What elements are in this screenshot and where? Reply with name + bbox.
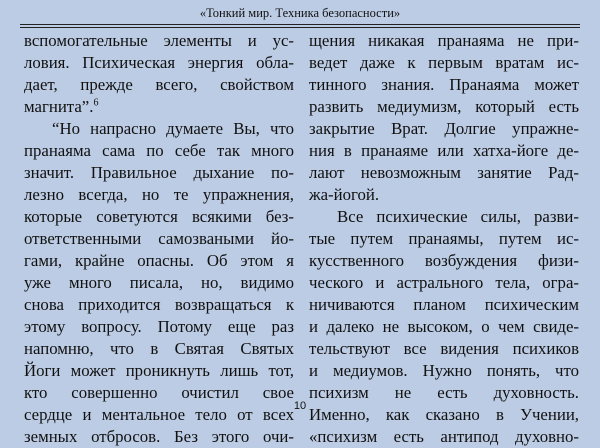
text-line: лезно всегда, но те упражнения, (24, 185, 294, 204)
left-text-column (24, 30, 294, 448)
text-line: ведет даже к первым вратам ис- (309, 53, 579, 72)
text-line: щения никакая пранаяма не при- (309, 31, 579, 50)
paragraph-first-line: “Но напрасно думаете Вы, что (52, 119, 294, 138)
text-line: и далеко не высоком, о чем свиде- (309, 317, 579, 336)
text-line: Именно, как сказано в Учении, (309, 405, 579, 424)
right-text-column (309, 30, 579, 448)
text-line: вспомогательные элементы и ус- (24, 31, 294, 50)
text-line: ловия. Психическая энергия обла- (24, 53, 294, 72)
text-line: кто совершенно очистил свое (24, 383, 294, 402)
paragraph-first-line: Все психические силы, разви- (337, 207, 579, 226)
text-line: земных отбросов. Без этого очи- (24, 427, 294, 446)
text-line: Йоги может проникнуть лишь тот, (24, 361, 294, 380)
text-line-content: магнита”. (24, 97, 94, 116)
text-line: напомню, что в Святая Святых (24, 339, 294, 358)
text-line: лают невозможным занятие Рад- (309, 163, 579, 182)
text-line: сердце и ментальное тело от всех (24, 405, 294, 424)
header-rule-bottom (20, 27, 580, 28)
text-line: снова приходится возвращаться к (24, 295, 294, 314)
text-line: ответственными самозваными йо- (24, 229, 294, 248)
text-line: тельствуют все видения психиков (309, 339, 579, 358)
text-line: дает, прежде всего, свойством (24, 75, 294, 94)
text-line: этому вопросу. Потому еще раз (24, 317, 294, 336)
text-line: тинного знания. Пранаяма может (309, 75, 579, 94)
text-line: развить медиумизм, который есть (309, 97, 579, 116)
text-line: значит. Правильное дыхание по- (24, 163, 294, 182)
text-line: тые путем пранаямы, путем ис- (309, 229, 579, 248)
text-line: кусственного возбуждения физи- (309, 251, 579, 270)
text-line: психизм не есть духовность. (309, 383, 579, 402)
text-line: жа-йогой. (309, 185, 380, 204)
text-line: «психизм есть антипод духовно- (309, 427, 579, 446)
text-line (24, 96, 294, 118)
running-header: «Тонкий мир. Техника безопасности» (199, 6, 401, 20)
text-line: которые советуются всякими без- (24, 207, 294, 226)
text-line: ничиваются планом психическим (309, 295, 579, 314)
text-line: ческого и астрального тела, огра- (309, 273, 579, 292)
text-line: пранаяма сама по себе так много (24, 141, 294, 160)
text-line: закрытие Врат. Долгие упражне- (309, 119, 579, 138)
page-number: 10 (293, 400, 307, 412)
footnote-reference: 6 (93, 97, 99, 109)
header-rule-top (20, 24, 580, 25)
text-line: гами, крайне опасны. Об этом я (24, 251, 294, 270)
text-line: уже много писала, но, видимо (24, 273, 294, 292)
text-line: и медиумов. Нужно понять, что (309, 361, 579, 380)
text-line: ния в пранаяме или хатха-йоге де- (309, 141, 579, 160)
